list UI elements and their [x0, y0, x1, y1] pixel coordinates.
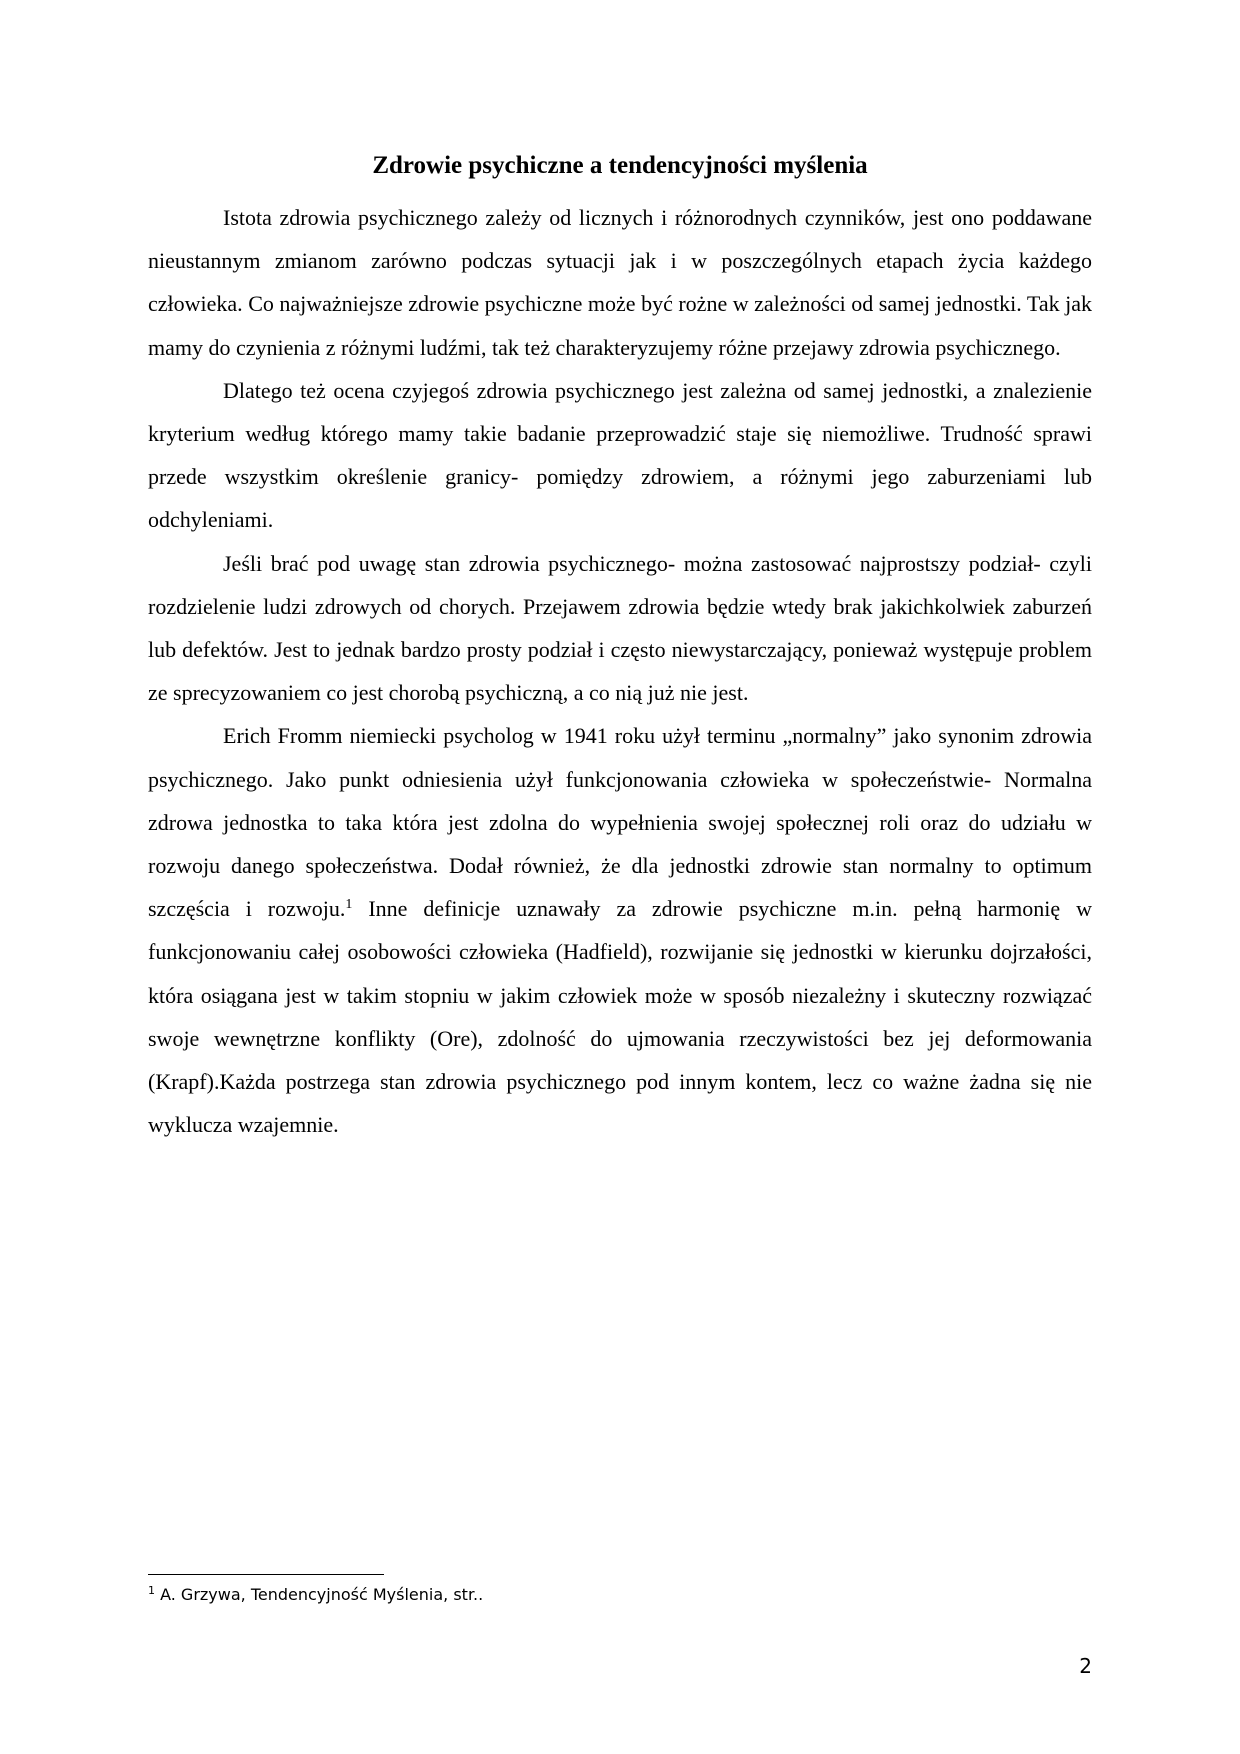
paragraph-4: [148, 714, 1092, 1146]
paragraph-1: Istota zdrowia psychicznego zależy od licznych i różnorodnych czynników, jest ono poddawane nieustannym zmianom zarówno podczas sytuacji jak i w poszczególnych etapach życia każdego człowieka. Co najważniejsze zdrowie psychiczne może być rożne w zależności od samej jednostki. Tak jak mamy do czynienia z różnymi ludźmi, tak też charakteryzujemy różne przejawy zdrowia psychicznego.: [148, 205, 1092, 360]
document-title: Zdrowie psychiczne a tendencyjności myślenia: [372, 152, 868, 179]
footnote-separator: [148, 1574, 384, 1575]
footnote-text: A. Grzywa, Tendencyjność Myślenia, str..: [155, 1585, 484, 1604]
document-body: [148, 196, 1092, 1146]
footnote: [148, 1584, 1092, 1606]
paragraph-4-text-after-note: Inne definicje uznawały za zdrowie psychiczne m.in. pełną harmonię w funkcjonowaniu całej osobowości człowieka (Hadfield), rozwijanie się jednostki w kierunku dojrzałości, która osiągana jest w takim stopniu w jakim człowiek może w sposób niezależny i skuteczny rozwiązać swoje wewnętrzne konflikty (Ore), zdolność do ujmowania rzeczywistości bez jej deformowania (Krapf).Każda postrzega stan zdrowia psychicznego pod innym kontem, lecz co ważne żadna się nie wyklucza wzajemnie.: [148, 896, 1092, 1138]
footnote-marker: 1: [148, 1584, 155, 1597]
paragraph-2: Dlatego też ocena czyjegoś zdrowia psychicznego jest zależna od samej jednostki, a znalezienie kryterium według którego mamy takie badanie przeprowadzić staje się niemożliwe. Trudność sprawi przede wszystkim określenie granicy- pomiędzy zdrowiem, a różnymi jego zaburzeniami lub odchyleniami.: [148, 377, 1092, 533]
paragraph-3: Jeśli brać pod uwagę stan zdrowia psychicznego- można zastosować najprostszy podział- czyli rozdzielenie ludzi zdrowych od chorych. Przejawem zdrowia będzie wtedy brak jakichkolwiek zaburzeń lub defektów. Jest to jednak bardzo prosty podział i często niewystarczający, ponieważ występuje problem ze sprecyzowaniem co jest chorobą psychiczną, a co nią już nie jest.: [148, 550, 1092, 706]
paragraph-4-text-before-note: Erich Fromm niemiecki psycholog w 1941 roku użył terminu „normalny” jako synonim zdrowia psychicznego. Jako punkt odniesienia użył funkcjonowania człowieka w społeczeństwie- Normalna zdrowa jednostka to taka która jest zdolna do wypełnienia swojej społecznej roli oraz do udziału w rozwoju danego społeczeństwa. Dodał również, że dla jednostki zdrowie stan normalny to optimum szczęścia i rozwoju.: [148, 723, 1092, 922]
footnote-reference: 1: [345, 897, 353, 913]
page-number: 2: [1079, 1654, 1092, 1678]
